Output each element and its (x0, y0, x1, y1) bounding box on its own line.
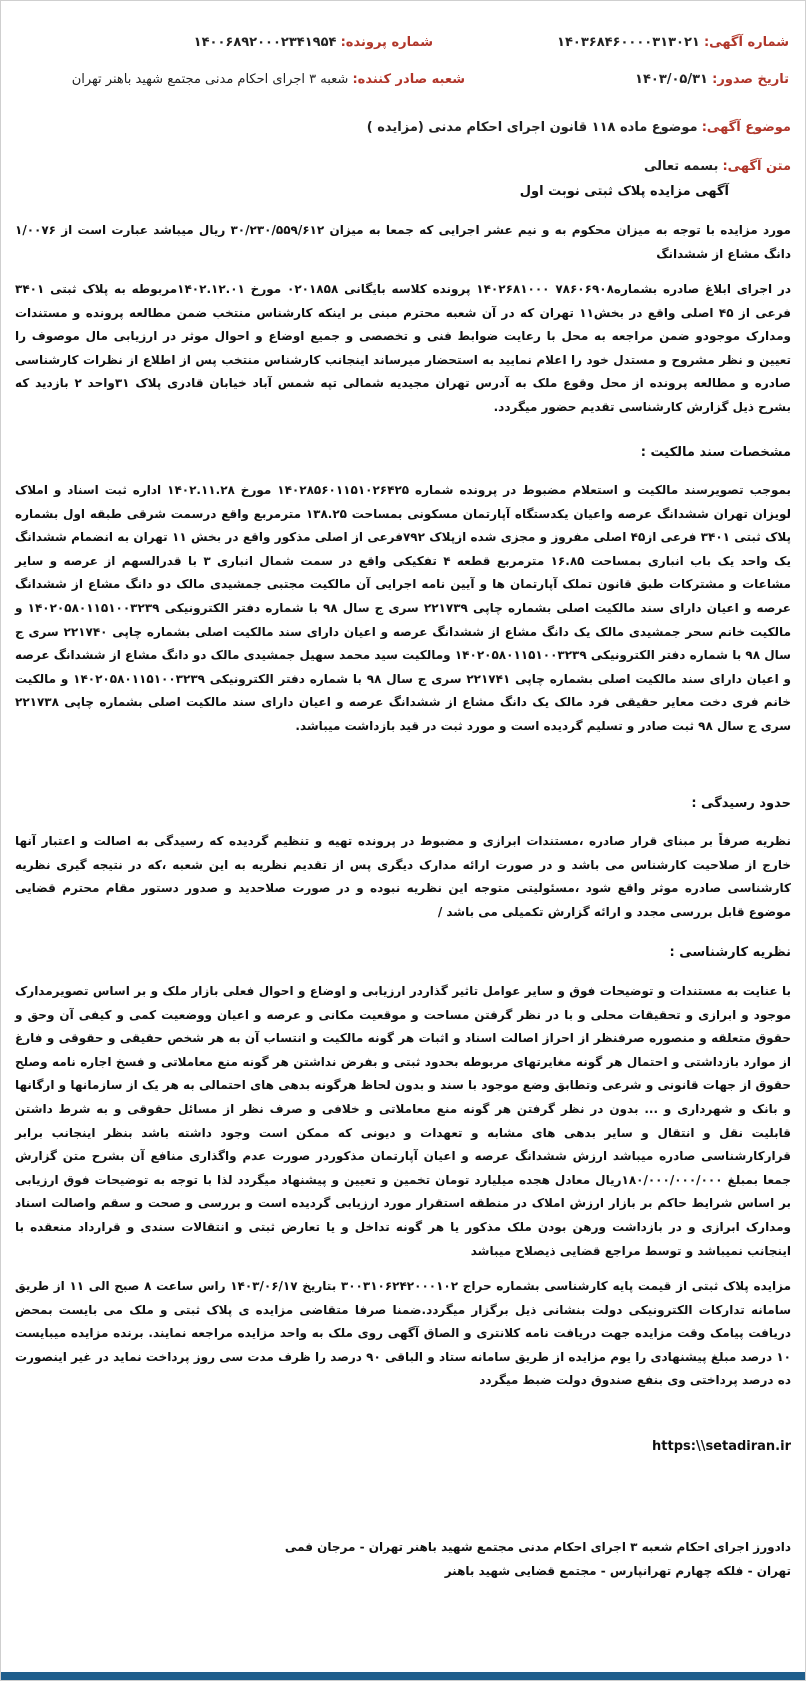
case-number: ۱۴۰۰۶۸۹۲۰۰۰۲۳۴۱۹۵۴ (193, 35, 337, 50)
heading-scope: حدود رسیدگی : (691, 796, 791, 811)
setad-link[interactable]: https:\\setadiran.ir (652, 1439, 791, 1454)
heading-opinion: نظریه کارشناسی : (669, 945, 791, 960)
paragraph-assignment: در اجرای ابلاغ صادره بشماره۷۸۶۰۶۹۰۸ ۱۴۰۲۶۸۱۰۰۰ پرونده کلاسه بایگانی ۰۲۰۱۸۵۸ مورخ ۱۴۰۲.۱۲.۰۱مربوطه به پلاک ثبتی ۳۴۰۱ فرعی از ۴۵ اصلی واقع در بخش۱۱ تهران که در آن شعبه محترم مبنی بر اینکه کارشناس منتخب ضمن مطالعه پرونده و مستندات ومدارک موجودو ضمن مراجعه به محل با رعایت ضوابط فنی و تخصصی و جمیع اوضاع و احوال موثر در ارزیابی مال موصوف را تعیین و نظر مشروح و مستدل خود را اعلام نمایید به استحضار میرساند اینجانب کارشناس منتخب پس از اطلاع از نظرات کارشناسی صادره و مطالعه پرونده از محل وقوع ملک به آدرس تهران مجیدیه شمالی تپه شمس آباد خیابان قادری پلاک ۳۱واحد ۲ بازدید که بشرح ذیل گزارش کارشناسی تقدیم حضور میگردد. (15, 282, 791, 414)
paragraph-ownership: بموجب تصویرسند مالکیت و استعلام مضبوط در پرونده شماره ۱۴۰۲۸۵۶۰۱۱۵۱۰۲۶۴۲۵ مورخ ۱۴۰۲.۱۱.۲۸ اداره ثبت اسناد و املاک لویزان تهران ششدانگ عرصه واعیان یکدستگاه آپارتمان مسکونی بمساحت ۱۳۸.۲۵ مترمربع واقع درسمت شرقی طبقه اول بشماره پلاک ثبتی ۳۴۰۱ فرعی از۴۵ اصلی مفروز و مجزی شده ازپلاک ۷۹۲فرعی از اصلی مذکور واقع در بخش ۱۱ تهران به انضمام ششدانگ یک واحد یک باب انباری بمساحت ۱۶.۸۵ مترمربع قطعه ۴ تفکیکی واقع در سمت شمال انباری ۳ با قدرالسهم از عرصه و سایر مشاعات و مشترکات طبق قانون تملک آپارتمان ها و آیین نامه اجرایی آن مالکیت مجتبی جمشیدی مالک دو دانگ مشاع از ششدانگ عرصه و اعیان دارای سند مالکیت اصلی بشماره چاپی ۲۲۱۷۳۹ سری ج سال ۹۸ با شماره دفتر الکترونیکی ۱۴۰۲۰۵۸۰۱۱۵۱۰۰۳۲۳۹ و مالکیت خانم سحر جمشیدی مالک یک دانگ مشاع از ششدانگ عرصه و اعیان دارای سند مالکیت اصلی بشماره چاپی ۲۲۱۷۴۰ سری ج سال ۹۸ با شماره دفتر الکترونیکی ۱۴۰۲۰۵۸۰۱۱۵۱۰۰۳۲۳۹ ومالکیت سید محمد سهیل جمشیدی مالک دو دانگ مشاع از ششدانگ عرصه و اعیان دارای سند مالکیت اصلی بشماره چاپی ۲۲۱۷۴۱ سری ج سال ۹۸ با شماره دفتر الکترونیکی ۱۴۰۲۰۵۸۰۱۱۵۱۰۰۳۲۳۹ و مالکیت خانم فری دخت معایر حقیقی فرد مالک یک دانگ مشاع از ششدانگ عرصه و اعیان دارای سند مالکیت اصلی بشماره چاپی ۲۲۱۷۳۸ سری ج سال ۹۸ ثبت صادر و تسلیم گردیده است و مورد ثبت در قید بازداشت میباشد. (15, 483, 792, 733)
bottom-bar (1, 1672, 805, 1680)
subject-text: موضوع ماده ۱۱۸ قانون اجرای احکام مدنی (مزایده ) (366, 120, 698, 135)
ad-number-row (557, 35, 789, 50)
subject-label: موضوع آگهی: (701, 120, 791, 135)
footer (15, 1535, 791, 1583)
footer-line-2: تهران - فلکه چهارم تهرانپارس - مجتمع قضایی شهید باهنر (444, 1564, 791, 1578)
case-number-row (194, 35, 433, 50)
body-label: متن آگهی: (722, 159, 791, 174)
issuer-row (72, 72, 465, 87)
case-number-label: شماره پرونده: (340, 35, 433, 50)
body-label-row (644, 159, 791, 174)
notice-title: آگهی مزایده پلاک ثبتی نوبت اول (519, 184, 729, 199)
paragraph-amount: مورد مزایده با توجه به میزان محکوم به و نیم عشر اجرایی که جمعا به میزان ۳۰/۲۳۰/۵۵۹/۶۱۲ ریال میباشد عبارت است از ۱/۰۰۷۶ دانگ مشاع از ششدانگ (15, 223, 791, 261)
subject-row (367, 120, 791, 135)
issue-date: ۱۴۰۳/۰۵/۳۱ (635, 72, 708, 87)
issuer-label: شعبه صادر کننده: (352, 72, 465, 87)
footer-line-1: دادورز اجرای احکام شعبه ۳ اجرای احکام مدنی مجتمع شهید باهنر تهران - مرجان فمی (284, 1540, 791, 1554)
ad-number: ۱۴۰۳۶۸۴۶۰۰۰۰۳۱۳۰۲۱ (557, 35, 700, 50)
paragraph-scope: نظریه صرفاً بر مبنای قرار صادره ،مستندات ابرازی و مضبوط در پرونده تهیه و تنظیم گردیده که رسیدگی به اصالت و اعتبار آنها خارج از صلاحیت کارشناس می باشد و در صورت ارائه مدارک دیگری پس از تقدیم نظریه به این شعبه ،که در نتیجه گیری نظریه کارشناسی صادره موثر واقع شود ،مسئولیتی متوجه این نظریه نبوده و در صورت صلاحدید و صدور دستور مقام محترم قضایی موضوع قابل بررسی مجدد و ارائه گزارش تکمیلی می باشد / (15, 834, 791, 919)
issue-date-row (635, 72, 789, 87)
issue-date-label: تاریخ صدور: (712, 72, 789, 87)
opening: بسمه تعالی (643, 159, 719, 174)
paragraph-opinion: با عنایت به مستندات و توضیحات فوق و سایر عوامل تاثیر گذاردر ارزیابی و اوضاع و احوال فعلی بازار ملک و بر اساس تصویرمدارک موجود و ابرازی و تحقیقات محلی و با در نظر گرفتن مساحت و موقعیت مکانی و عرصه و اعیان ووضعیت کمی و کیفی آن وحق و حقوق متعلقه و منصوره صرفنظر از احراز اصالت اسناد و اثبات هر گونه مالکیت و انتساب آن به هر شخص حقیقی و حقوقی و فارغ از موارد بازداشتی و احتمال هر گونه مغایرتهای مربوطه بحدود ثبتی و بفرض نداشتن هر گونه منع معاملاتی و فسخ اجاره نامه وصلح حقوق از جهات قانونی و شرعی وتطابق وضع موجود با سند و بدون لحاظ هرگونه بدهی های احتمالی به هر یک از سازمانها و ارگانها و بانک و شهرداری و ... بدون در نظر گرفتن هر گونه منع معاملاتی و خلافی و صرف نظر از مسائل حقوقی و به شرط داشتن قابلیت نقل و انتقال و سایر بدهی های مشابه و تعهدات و دیونی که ممکن است وجود داشته باشد بنظر اینجانب برابر قرارکارشناسی صادره میباشد ارزش ششدانگ عرصه و اعیان آپارتمان مذکوردر صورت عدم واگذاری منافع آن بشرح متن گزارش جمعا بمبلغ ۱۸۰/۰۰۰/۰۰۰/۰۰۰ریال معادل هجده میلیارد تومان تخمین و تعیین و پیشنهاد میگردد لذا با توجه به توضیحات فوق ارزیابی بر اساس شرایط حاکم بر بازار ارزش املاک در منطقه استقرار مورد ارزیابی گردیده است و بررسی و صحت و سقم واصالت اسناد ومدارک ابرازی و در بازداشت ورهن بودن ملک مذکور یا هر گونه تداخل و یا تعارض ثبتی و انتقالات سندی و قرارداد منعقده با اینجانب نمیباشد و توسط مراجع قضایی ذیصلاح میباشد (15, 984, 791, 1258)
heading-ownership: مشخصات سند مالکیت : (640, 445, 791, 460)
ad-number-label: شماره آگهی: (703, 35, 789, 50)
paragraph-auction: مزایده پلاک ثبتی از قیمت پایه کارشناسی بشماره حراج ۳۰۰۳۱۰۶۲۴۲۰۰۰۱۰۲ بتاریخ ۱۴۰۳/۰۶/۱۷ راس ساعت ۸ صبح الی ۱۱ از طریق سامانه تدارکات الکترونیکی دولت بنشانی ذیل برگزار میگردد.ضمنا صرفا متقاضی مزایده ی پلاک ثبتی و ملک می بایست بمحض دریافت پیامک وقت مزایده جهت دریافت نامه کلانتری و الصاق آگهی روی ملک به واحد مزایده مراجعه نمایند. برنده مزایده میبایست ۱۰ درصد مبلغ پیشنهادی را یوم مزایده از طریق سامانه ستاد و الباقی ۹۰ درصد را ظرف مدت سی روز پرداخت نماید در غیر اینصورت ده درصد پرداختی وی بنفع صندوق دولت ضبط میگردد (15, 1279, 792, 1388)
issuer: شعبه ۳ اجرای احکام مدنی مجتمع شهید باهنر تهران (71, 72, 349, 87)
